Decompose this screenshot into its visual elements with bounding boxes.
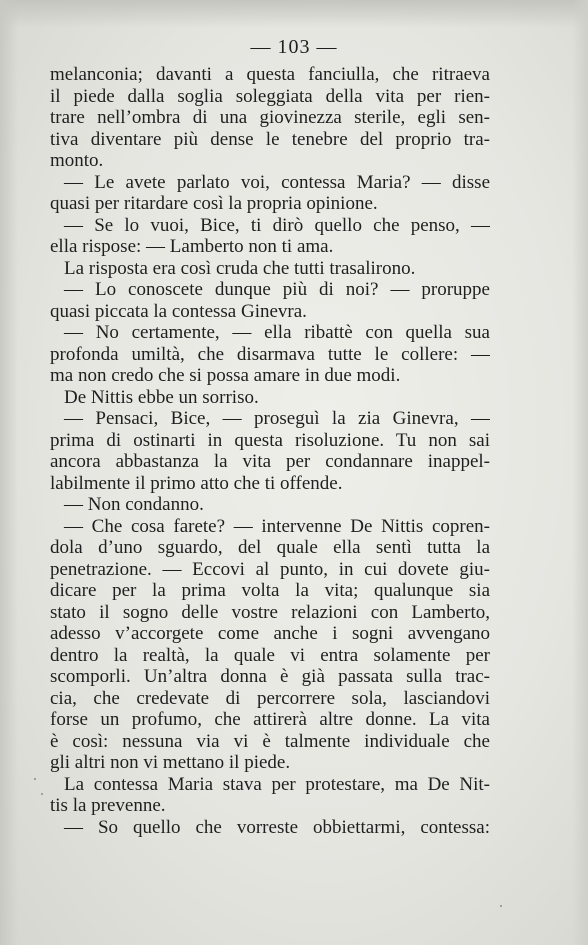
- page-body-text: [50, 64, 490, 838]
- text-line: labilmente il primo atto che ti offende.: [50, 472, 343, 494]
- paper-speck: [500, 905, 502, 907]
- text-line: — Che cosa farete? — intervenne De Nittis copren-: [64, 515, 490, 537]
- page-shadow-left: [0, 0, 18, 945]
- paper-speck: [41, 793, 43, 795]
- text-line: profonda umiltà, che disarmava tutte le collere: —: [50, 343, 490, 365]
- text-line: — Le avete parlato voi, contessa Maria? — disse: [64, 171, 490, 193]
- page-number: — 103 —: [250, 36, 338, 58]
- text-line: cia, che credevate di percorrere sola, lasciandovi: [50, 687, 490, 709]
- text-line: La contessa Maria stava per protestare, ma De Nit-: [64, 773, 490, 795]
- text-line: — Pensaci, Bice, — proseguì la zia Ginevra, —: [64, 408, 490, 429]
- text-line: melanconia; davanti a questa fanciulla, che ritraeva: [50, 64, 490, 85]
- page-shadow-right: [572, 0, 588, 945]
- text-line: quasi per ritardare così la propria opinione.: [50, 193, 378, 214]
- text-line: penetrazione. — Eccovi al punto, in cui dovete giu-: [50, 558, 490, 580]
- text-line: scomporli. Un’altra donna è già passata sulla trac-: [50, 666, 490, 687]
- page-shadow-top: [0, 0, 588, 28]
- text-line: quasi piccata la contessa Ginevra.: [50, 300, 307, 322]
- text-line: è così: nessuna via vi è talmente individuale che: [50, 730, 490, 752]
- text-line: gli altri non vi mettano il piede.: [50, 752, 291, 773]
- text-line: — No certamente, — ella ribattè con quella sua: [64, 322, 490, 343]
- text-line: adesso v’accorgete come anche i sogni avvengano: [50, 623, 490, 644]
- text-line: tis la prevenne.: [50, 795, 166, 816]
- text-line: monto.: [50, 150, 104, 171]
- text-line: — So quello che vorreste obbiettarmi, contessa:: [64, 816, 490, 838]
- text-line: ancora abbastanza la vita per condannare inappel-: [50, 451, 490, 472]
- text-line: ma non credo che si possa amare in due modi.: [50, 365, 401, 386]
- text-line: — Se lo vuoi, Bice, ti dirò quello che penso, —: [64, 214, 490, 236]
- text-line: dola d’uno sguardo, del quale ella sentì tutta la: [50, 537, 490, 558]
- text-line: dicare per la prima volta la vita; qualunque sia: [50, 580, 490, 601]
- text-line: trare nell’ombra di una giovinezza sterile, egli sen-: [50, 107, 490, 128]
- text-line: La risposta era così cruda che tutti trasalirono.: [64, 257, 416, 279]
- text-line: il piede dalla soglia soleggiata della vita per rien-: [50, 85, 490, 107]
- text-line: — Lo conoscete dunque più di noi? — proruppe: [64, 279, 490, 300]
- text-line: dentro la realtà, la quale vi entra solamente per: [50, 644, 490, 666]
- text-line: prima di ostinarti in questa risoluzione. Tu non sai: [50, 429, 490, 451]
- text-line: ella rispose: — Lamberto non ti ama.: [50, 236, 334, 257]
- paper-speck: [34, 778, 36, 780]
- text-line: — Non condanno.: [64, 494, 204, 515]
- text-line: forse un profumo, che attirerà altre donne. La vita: [50, 709, 490, 730]
- text-line: tiva diventare più dense le tenebre del proprio tra-: [50, 128, 490, 150]
- text-line: stato il sogno delle vostre relazioni con Lamberto,: [50, 601, 490, 623]
- text-line: De Nittis ebbe un sorriso.: [64, 386, 259, 408]
